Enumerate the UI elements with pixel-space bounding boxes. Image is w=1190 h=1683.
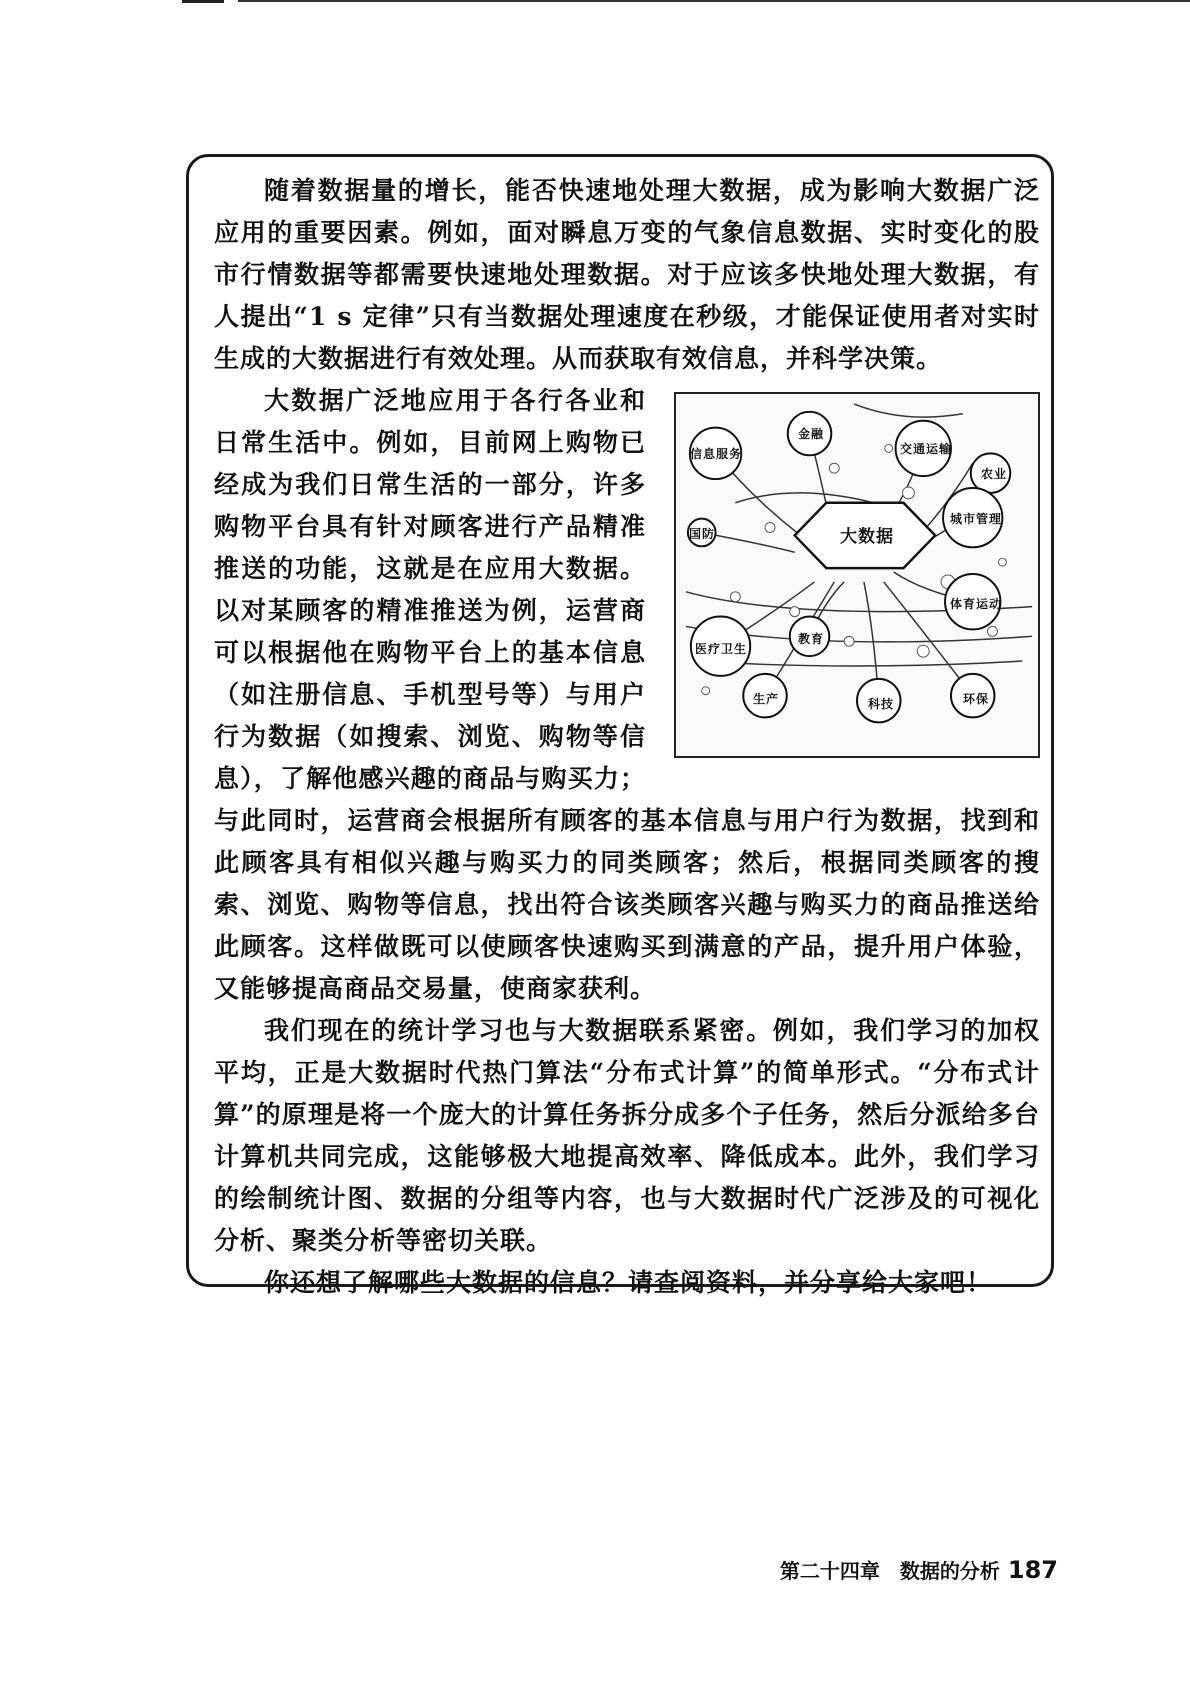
paragraph-1: 随着数据量的增长，能否快速地处理大数据，成为影响大数据广泛应用的重要因素。例如，面对瞬息万变的气象信息数据、实时变化的股市行情数据等都需要快速地处理数据。对于应该多快地处理大数据，有人提出“1 s 定律”只有当数据处理速度在秒级，才能保证使用者对实时生成的大数据进行有效处理。从而获取有效信息，并科学决策。	[214, 176, 1040, 373]
node-label-healthcare: 医疗卫生	[694, 642, 748, 656]
body-text	[214, 170, 1040, 1304]
node-label-sports: 体育运动	[949, 597, 1003, 611]
paragraph-2: 大数据广泛地应用于各行各业和日常生活中。例如，目前网上购物已经成为我们日常生活的一部分，许多购物平台具有针对顾客进行产品精准推送的功能，这就是在应用大数据。以对某顾客的精准推送为例，运营商可以根据他在购物平台上的基本信息（如注册信息、手机型号等）与用户行为数据（如搜索、浏览、购物等信息），了解他感兴趣的商品与购买力；与此同时，运营商会根据所有顾客的基本信息与用户行为数据，找到和此顾客具有相似兴趣与购买力的同类顾客；然后，根据同类顾客的搜索、浏览、购物等信息，找出符合该类顾客兴趣与购买力的商品推送给此顾客。这样做既可以使顾客快速购买到满意的产品，提升用户体验，又能够提高商品交易量，使商家获利。	[214, 386, 1040, 1003]
node-label-info-service: 信息服务	[689, 447, 743, 461]
node-label-production: 生产	[752, 692, 780, 706]
node-label-defense: 国防	[688, 527, 716, 541]
node-label-agriculture: 农业	[980, 467, 1008, 481]
center-label: 大数据	[840, 527, 894, 547]
big-data-illustration	[674, 392, 1040, 758]
paragraph-4: 你还想了解哪些大数据的信息？请查阅资料，并分享给大家吧！	[264, 1268, 993, 1297]
node-label-finance: 金融	[797, 427, 825, 441]
paragraph-3: 我们现在的统计学习也与大数据联系紧密。例如，我们学习的加权平均，正是大数据时代热门算法“分布式计算”的简单形式。“分布式计算”的原理是将一个庞大的计算任务拆分成多个子任务，然后分派给多台计算机共同完成，这能够极大地提高效率、降低成本。此外，我们学习的绘制统计图、数据的分组等内容，也与大数据时代广泛涉及的可视化分析、聚类分析等密切关联。	[214, 1016, 1040, 1255]
page-footer	[780, 1555, 1058, 1584]
node-label-transport: 交通运输	[899, 442, 953, 456]
node-label-education: 教育	[797, 632, 825, 646]
top-rule-long	[238, 0, 1190, 2]
page-number: 187	[1007, 1556, 1058, 1584]
node-label-technology: 科技	[867, 697, 895, 711]
node-label-city-management: 城市管理	[949, 512, 1003, 526]
node-label-environment: 环保	[962, 692, 990, 706]
top-rule-short	[182, 0, 224, 3]
chapter-title: 第二十四章 数据的分析	[779, 1559, 1000, 1583]
